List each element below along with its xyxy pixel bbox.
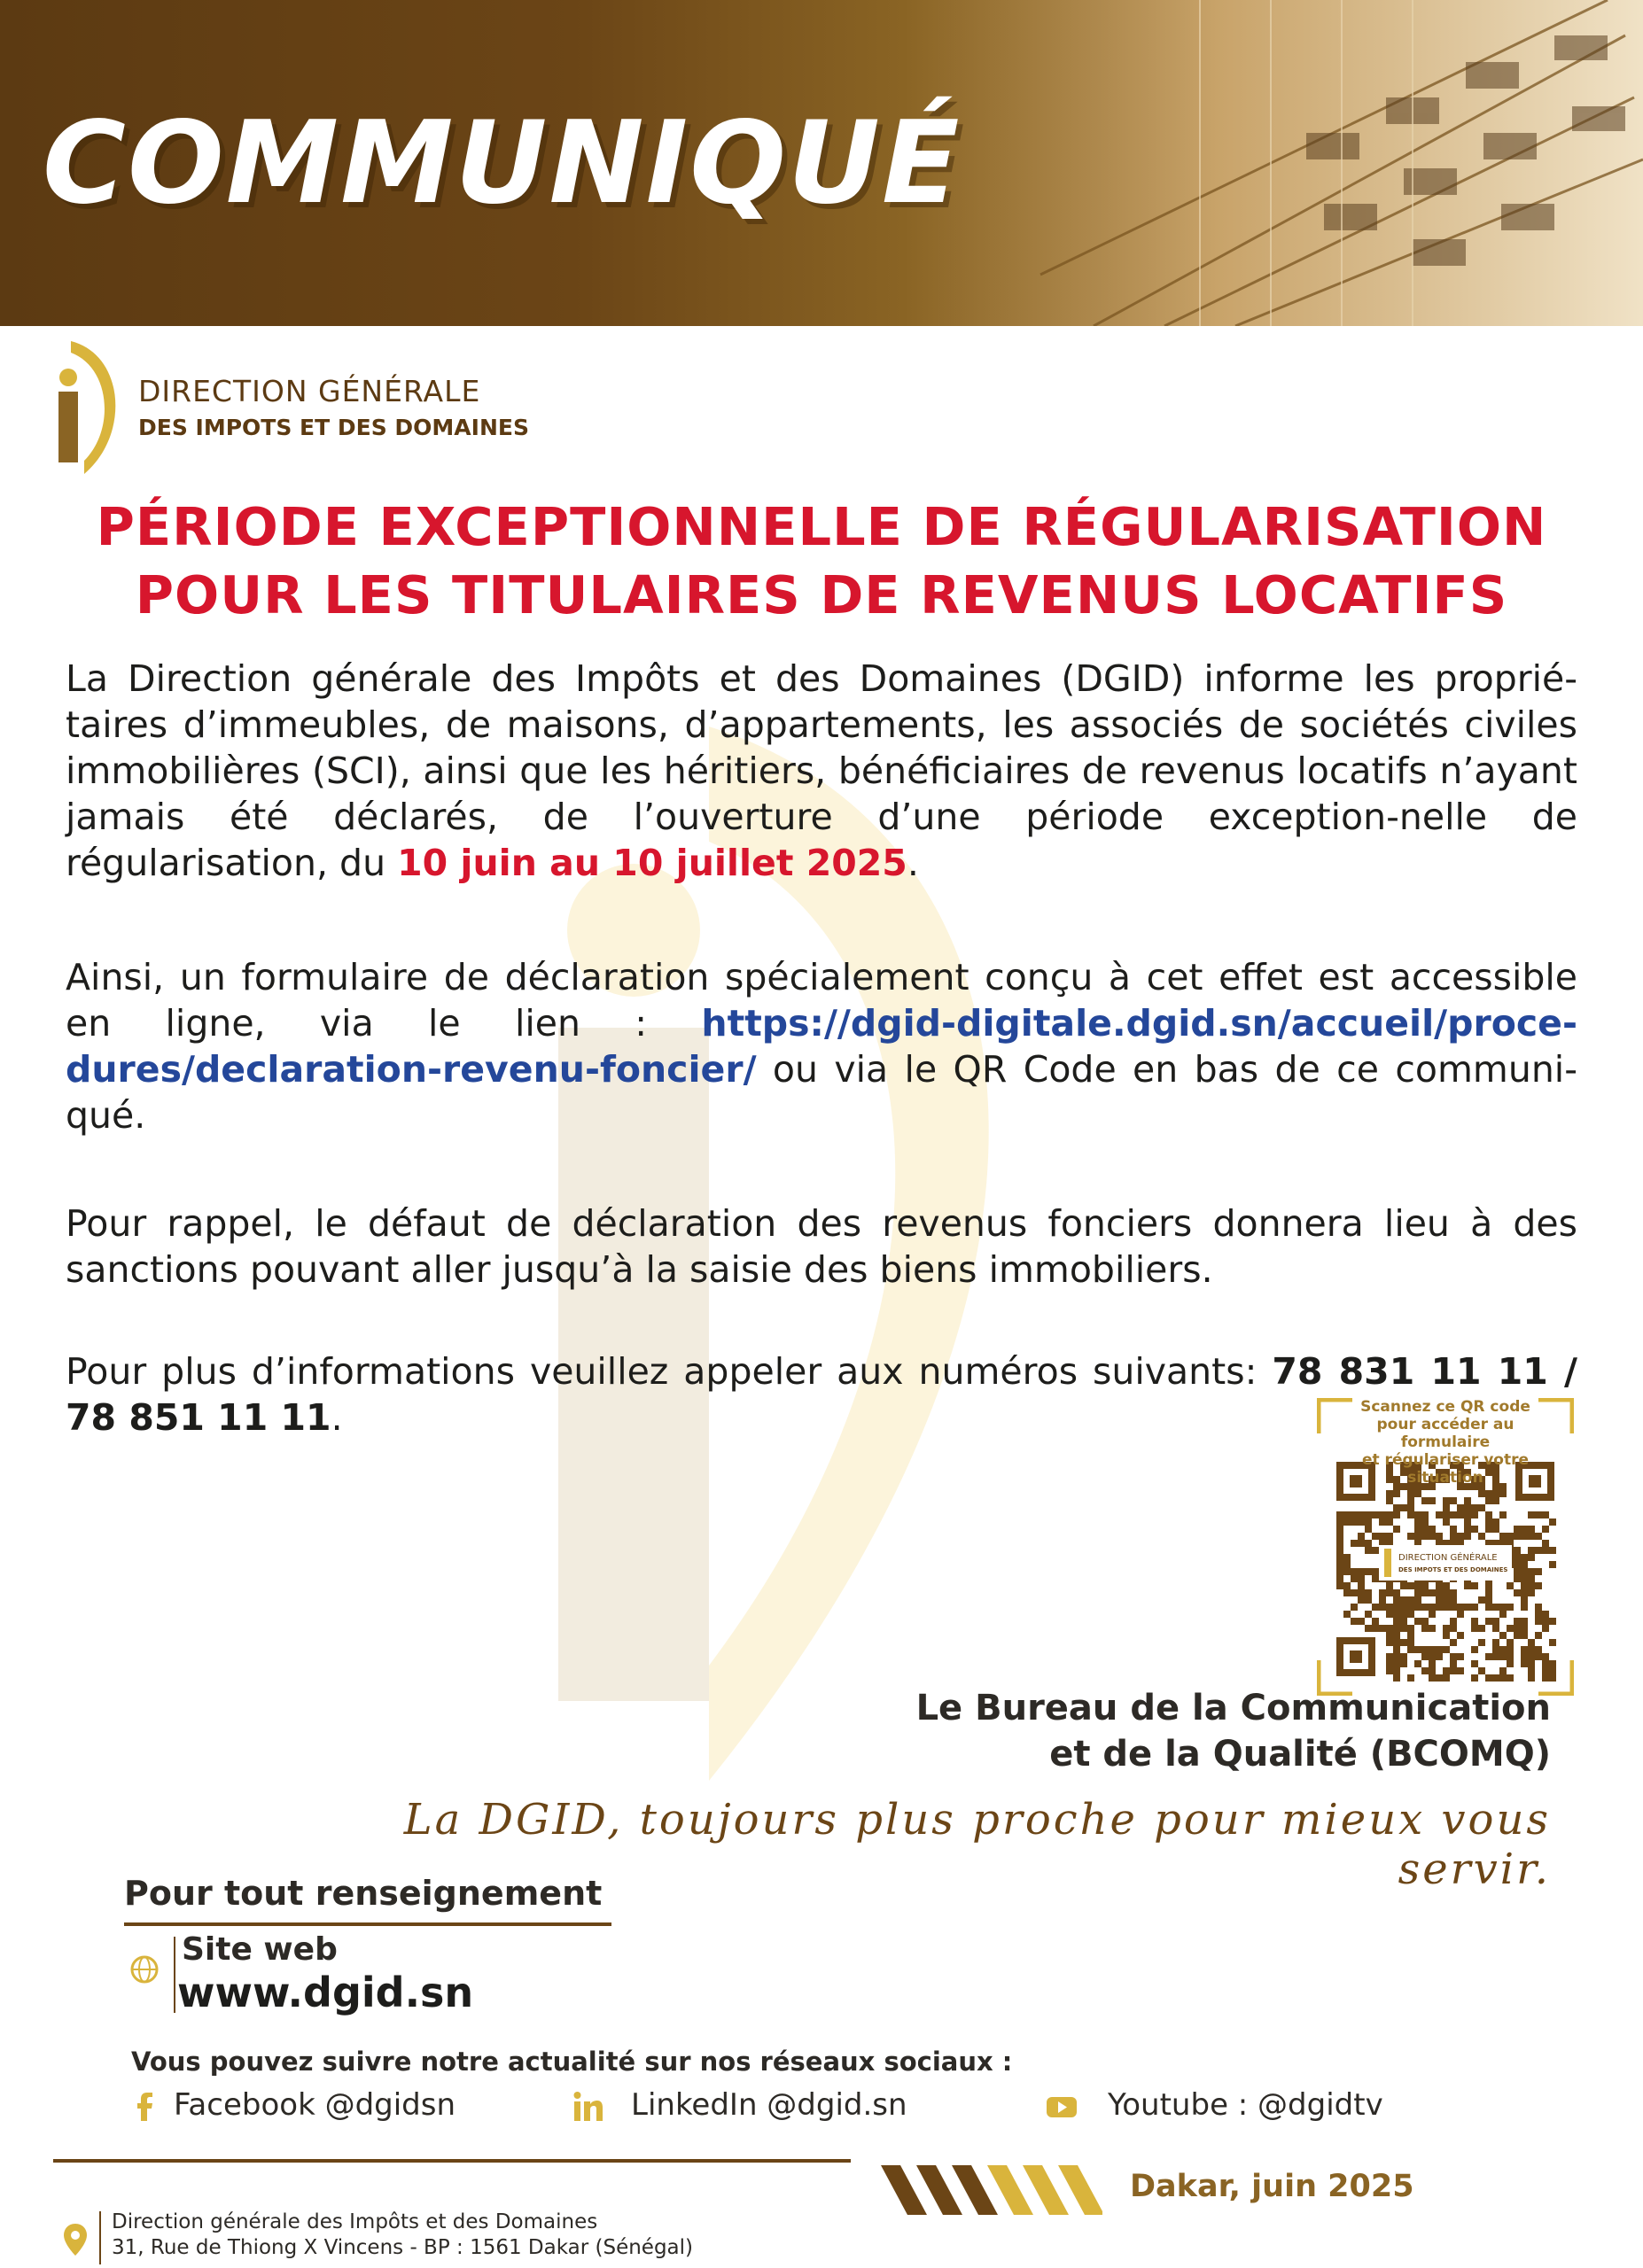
- slogan: La DGID, toujours plus proche pour mieux vous servir.: [403, 1795, 1551, 1894]
- paragraph-text: Ainsi, un formulaire de déclaration spécialement conçu à cet effet est accessible en ligne, via le lien :: [66, 956, 1577, 1045]
- location-pin-icon: [62, 2222, 89, 2257]
- facebook-link[interactable]: Facebook @dgidsn: [174, 2087, 456, 2123]
- issue-date: Dakar, juin 2025: [1130, 2169, 1414, 2204]
- banner-title: COMMUNIQUÉ: [43, 97, 962, 229]
- paragraph-end: .: [907, 842, 919, 884]
- social-heading: Vous pouvez suivre notre actualité sur nos réseaux sociaux :: [131, 2047, 1013, 2077]
- decorative-stripes: [881, 2165, 1102, 2215]
- info-heading: Pour tout renseignement: [124, 1874, 603, 1913]
- signature-line1: Le Bureau de la Communication: [915, 1688, 1551, 1728]
- address-line2: 31, Rue de Thiong X Vincens - BP : 1561 Dakar (Sénégal): [112, 2236, 694, 2259]
- address-line1: Direction générale des Impôts et des Domaines: [112, 2210, 598, 2233]
- logo-text-line2: DES IMPOTS ET DES DOMAINES: [138, 415, 529, 440]
- regularisation-dates: 10 juin au 10 juillet 2025: [397, 842, 907, 884]
- qr-logo-text-line2: DES IMPOTS ET DES DOMAINES: [1398, 1566, 1508, 1573]
- signature-line2: et de la Qualité (BCOMQ): [1049, 1734, 1551, 1775]
- site-web-label: Site web: [182, 1931, 338, 1968]
- youtube-icon: [1046, 2091, 1078, 2123]
- globe-icon: [129, 1954, 160, 1984]
- paragraph-text: La Direction générale des Impôts et des Domaines (DGID) informe les proprié-taires d’immeubles, de maisons, d’appartements, les associés de sociétés civiles immobilières (SCI), ainsi que les héritiers, bénéficiaires de revenus locatifs n’ayant jamais été déclarés, de l’ouverture d’une période exception-nelle de régularisation, du: [66, 657, 1577, 884]
- building-photo: [934, 0, 1643, 326]
- info-heading-underline: [124, 1922, 611, 1926]
- site-divider: [174, 1937, 175, 2013]
- qr-caption: [1335, 1398, 1556, 1487]
- notice-title-line2: POUR LES TITULAIRES DE REVENUS LOCATIFS: [135, 564, 1508, 625]
- linkedin-link[interactable]: LinkedIn @dgid.sn: [631, 2087, 907, 2123]
- paragraph-text: Pour plus d’informations veuillez appeler aux numéros suivants:: [66, 1350, 1273, 1393]
- paragraph-end: ou via le QR Code en bas de ce communi-qué.: [66, 1048, 1577, 1137]
- qr-caption-line2: pour accéder au formulaire: [1376, 1416, 1515, 1451]
- signature-block: [886, 1685, 1551, 1777]
- footer-divider: [53, 2159, 851, 2163]
- paragraph-announcement: [66, 656, 1577, 886]
- paragraph-form-link: [66, 954, 1577, 1138]
- declaration-form-link[interactable]: https://dgid-digitale.dgid.sn/accueil/proce-dures/declaration-revenu-foncier/: [66, 1002, 1577, 1091]
- dgid-logo-icon: [53, 337, 133, 478]
- qr-caption-line3: et régulariser votre situation: [1361, 1451, 1530, 1487]
- paragraph-reminder: Pour rappel, le défaut de déclaration des revenus fonciers donnera lieu à des sanctions pouvant aller jusqu’à la saisie des biens immobiliers.: [66, 1202, 1577, 1291]
- linkedin-icon: [572, 2091, 604, 2123]
- logo-text-line1: DIRECTION GÉNÉRALE: [138, 374, 481, 408]
- address-divider: [99, 2211, 101, 2264]
- phone-numbers: 78 831 11 11 / 78 851 11 11: [66, 1350, 1577, 1439]
- notice-title-line1: PÉRIODE EXCEPTIONNELLE DE RÉGULARISATION: [96, 496, 1547, 557]
- site-web-link[interactable]: www.dgid.sn: [177, 1969, 474, 2016]
- qr-caption-line1: Scannez ce QR code: [1360, 1398, 1530, 1416]
- youtube-link[interactable]: Youtube : @dgidtv: [1108, 2087, 1383, 2123]
- header-banner: [0, 0, 1643, 326]
- paragraph-end: .: [331, 1396, 343, 1439]
- qr-logo-text-line1: DIRECTION GÉNÉRALE: [1398, 1553, 1498, 1563]
- facebook-icon: [129, 2091, 161, 2123]
